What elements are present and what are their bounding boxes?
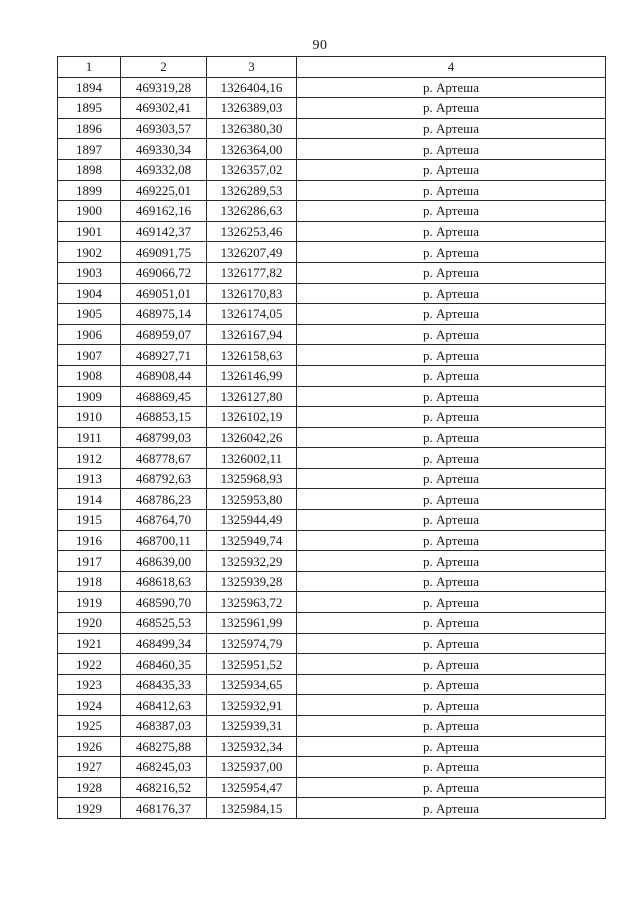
cell-y-coordinate: 1326177,82 [207,262,297,283]
cell-y-coordinate: 1326002,11 [207,448,297,469]
cell-point-number: 1913 [58,468,121,489]
cell-x-coordinate: 468435,33 [121,674,207,695]
cell-description: р. Артеша [297,304,606,325]
table-row [58,736,606,757]
cell-point-number: 1926 [58,736,121,757]
cell-x-coordinate: 468786,23 [121,489,207,510]
table-row [58,304,606,325]
cell-point-number: 1912 [58,448,121,469]
cell-y-coordinate: 1325937,00 [207,757,297,778]
cell-y-coordinate: 1326389,03 [207,98,297,119]
cell-x-coordinate: 468908,44 [121,365,207,386]
cell-y-coordinate: 1326167,94 [207,324,297,345]
table-row [58,159,606,180]
cell-y-coordinate: 1325974,79 [207,633,297,654]
cell-x-coordinate: 468590,70 [121,592,207,613]
table-row [58,365,606,386]
cell-description: р. Артеша [297,757,606,778]
cell-description: р. Артеша [297,221,606,242]
cell-point-number: 1915 [58,510,121,531]
cell-description: р. Артеша [297,448,606,469]
cell-y-coordinate: 1325968,93 [207,468,297,489]
cell-x-coordinate: 468792,63 [121,468,207,489]
table-row [58,695,606,716]
cell-description: р. Артеша [297,427,606,448]
cell-x-coordinate: 469225,01 [121,180,207,201]
cell-description: р. Артеша [297,159,606,180]
cell-point-number: 1917 [58,551,121,572]
table-row [58,757,606,778]
table-row [58,201,606,222]
table-row [58,77,606,98]
cell-point-number: 1909 [58,386,121,407]
cell-y-coordinate: 1325932,91 [207,695,297,716]
cell-description: р. Артеша [297,510,606,531]
cell-point-number: 1905 [58,304,121,325]
cell-y-coordinate: 1325939,31 [207,716,297,737]
cell-x-coordinate: 468778,67 [121,448,207,469]
table-row [58,592,606,613]
cell-y-coordinate: 1326102,19 [207,407,297,428]
table-row [58,427,606,448]
cell-point-number: 1925 [58,716,121,737]
cell-y-coordinate: 1326042,26 [207,427,297,448]
cell-y-coordinate: 1325934,65 [207,674,297,695]
cell-point-number: 1919 [58,592,121,613]
cell-x-coordinate: 468700,11 [121,530,207,551]
cell-point-number: 1906 [58,324,121,345]
cell-y-coordinate: 1326207,49 [207,242,297,263]
cell-description: р. Артеша [297,242,606,263]
cell-description: р. Артеша [297,468,606,489]
cell-description: р. Артеша [297,654,606,675]
cell-point-number: 1900 [58,201,121,222]
cell-y-coordinate: 1326158,63 [207,345,297,366]
cell-point-number: 1918 [58,571,121,592]
cell-description: р. Артеша [297,180,606,201]
cell-description: р. Артеша [297,201,606,222]
cell-point-number: 1907 [58,345,121,366]
table-row [58,798,606,819]
cell-description: р. Артеша [297,365,606,386]
table-row [58,262,606,283]
cell-description: р. Артеша [297,592,606,613]
cell-y-coordinate: 1325939,28 [207,571,297,592]
cell-x-coordinate: 468387,03 [121,716,207,737]
table-row [58,139,606,160]
cell-x-coordinate: 468245,03 [121,757,207,778]
table-row [58,386,606,407]
cell-point-number: 1894 [58,77,121,98]
cell-x-coordinate: 469162,16 [121,201,207,222]
table-row [58,716,606,737]
cell-description: р. Артеша [297,262,606,283]
table-row [58,654,606,675]
table-row [58,180,606,201]
cell-description: р. Артеша [297,777,606,798]
table-body [58,77,606,818]
cell-x-coordinate: 468525,53 [121,613,207,634]
cell-point-number: 1920 [58,613,121,634]
table-row [58,530,606,551]
cell-point-number: 1914 [58,489,121,510]
cell-point-number: 1923 [58,674,121,695]
cell-point-number: 1929 [58,798,121,819]
cell-y-coordinate: 1325954,47 [207,777,297,798]
cell-y-coordinate: 1325961,99 [207,613,297,634]
cell-description: р. Артеша [297,98,606,119]
cell-description: р. Артеша [297,139,606,160]
cell-x-coordinate: 468639,00 [121,551,207,572]
cell-x-coordinate: 469302,41 [121,98,207,119]
cell-y-coordinate: 1326289,53 [207,180,297,201]
cell-x-coordinate: 468799,03 [121,427,207,448]
cell-description: р. Артеша [297,386,606,407]
table-row [58,777,606,798]
cell-description: р. Артеша [297,530,606,551]
cell-y-coordinate: 1325953,80 [207,489,297,510]
table-row [58,98,606,119]
cell-description: р. Артеша [297,77,606,98]
cell-y-coordinate: 1326357,02 [207,159,297,180]
cell-description: р. Артеша [297,695,606,716]
cell-y-coordinate: 1325932,29 [207,551,297,572]
cell-point-number: 1901 [58,221,121,242]
cell-point-number: 1898 [58,159,121,180]
table-row [58,551,606,572]
cell-y-coordinate: 1325984,15 [207,798,297,819]
cell-point-number: 1922 [58,654,121,675]
cell-x-coordinate: 469142,37 [121,221,207,242]
table-row [58,633,606,654]
cell-y-coordinate: 1326170,83 [207,283,297,304]
cell-y-coordinate: 1325951,52 [207,654,297,675]
cell-point-number: 1921 [58,633,121,654]
cell-x-coordinate: 468176,37 [121,798,207,819]
cell-x-coordinate: 469051,01 [121,283,207,304]
cell-point-number: 1902 [58,242,121,263]
cell-x-coordinate: 468869,45 [121,386,207,407]
cell-description: р. Артеша [297,551,606,572]
cell-description: р. Артеша [297,489,606,510]
table-row [58,448,606,469]
table-row [58,407,606,428]
cell-y-coordinate: 1326380,30 [207,118,297,139]
cell-point-number: 1895 [58,98,121,119]
cell-point-number: 1924 [58,695,121,716]
table-row [58,345,606,366]
cell-description: р. Артеша [297,674,606,695]
cell-x-coordinate: 469303,57 [121,118,207,139]
cell-x-coordinate: 468927,71 [121,345,207,366]
coordinates-table [57,56,606,819]
cell-point-number: 1911 [58,427,121,448]
table-row [58,674,606,695]
table-row [58,613,606,634]
cell-point-number: 1903 [58,262,121,283]
table-row [58,221,606,242]
cell-description: р. Артеша [297,118,606,139]
cell-x-coordinate: 468618,63 [121,571,207,592]
cell-x-coordinate: 468959,07 [121,324,207,345]
cell-point-number: 1910 [58,407,121,428]
cell-description: р. Артеша [297,324,606,345]
cell-point-number: 1896 [58,118,121,139]
header-cell-description: 4 [297,57,606,78]
cell-point-number: 1899 [58,180,121,201]
header-cell-point-number: 1 [58,57,121,78]
cell-x-coordinate: 468216,52 [121,777,207,798]
cell-x-coordinate: 468975,14 [121,304,207,325]
table-header [58,57,606,78]
cell-y-coordinate: 1325949,74 [207,530,297,551]
cell-y-coordinate: 1326286,63 [207,201,297,222]
cell-description: р. Артеша [297,407,606,428]
cell-x-coordinate: 468460,35 [121,654,207,675]
cell-y-coordinate: 1326404,16 [207,77,297,98]
cell-description: р. Артеша [297,633,606,654]
cell-x-coordinate: 468412,63 [121,695,207,716]
table-row [58,324,606,345]
cell-x-coordinate: 469066,72 [121,262,207,283]
table-row [58,468,606,489]
cell-description: р. Артеша [297,716,606,737]
cell-description: р. Артеша [297,345,606,366]
table-row [58,489,606,510]
cell-y-coordinate: 1326253,46 [207,221,297,242]
cell-point-number: 1897 [58,139,121,160]
cell-point-number: 1904 [58,283,121,304]
table-row [58,118,606,139]
header-cell-y: 3 [207,57,297,78]
table-row [58,283,606,304]
cell-x-coordinate: 468275,88 [121,736,207,757]
cell-point-number: 1916 [58,530,121,551]
cell-x-coordinate: 469330,34 [121,139,207,160]
table-row [58,571,606,592]
cell-x-coordinate: 469091,75 [121,242,207,263]
cell-description: р. Артеша [297,613,606,634]
page-number: 90 [312,38,328,53]
cell-description: р. Артеша [297,798,606,819]
cell-x-coordinate: 469319,28 [121,77,207,98]
cell-description: р. Артеша [297,283,606,304]
cell-x-coordinate: 469332,08 [121,159,207,180]
cell-x-coordinate: 468499,34 [121,633,207,654]
cell-point-number: 1927 [58,757,121,778]
header-cell-x: 2 [121,57,207,78]
cell-y-coordinate: 1325932,34 [207,736,297,757]
cell-y-coordinate: 1326146,99 [207,365,297,386]
table-row [58,510,606,531]
cell-x-coordinate: 468853,15 [121,407,207,428]
cell-x-coordinate: 468764,70 [121,510,207,531]
cell-y-coordinate: 1326174,05 [207,304,297,325]
cell-description: р. Артеша [297,571,606,592]
cell-y-coordinate: 1325963,72 [207,592,297,613]
cell-description: р. Артеша [297,736,606,757]
cell-point-number: 1908 [58,365,121,386]
cell-point-number: 1928 [58,777,121,798]
cell-y-coordinate: 1326127,80 [207,386,297,407]
header-row [58,57,606,78]
cell-y-coordinate: 1325944,49 [207,510,297,531]
cell-y-coordinate: 1326364,00 [207,139,297,160]
table-row [58,242,606,263]
